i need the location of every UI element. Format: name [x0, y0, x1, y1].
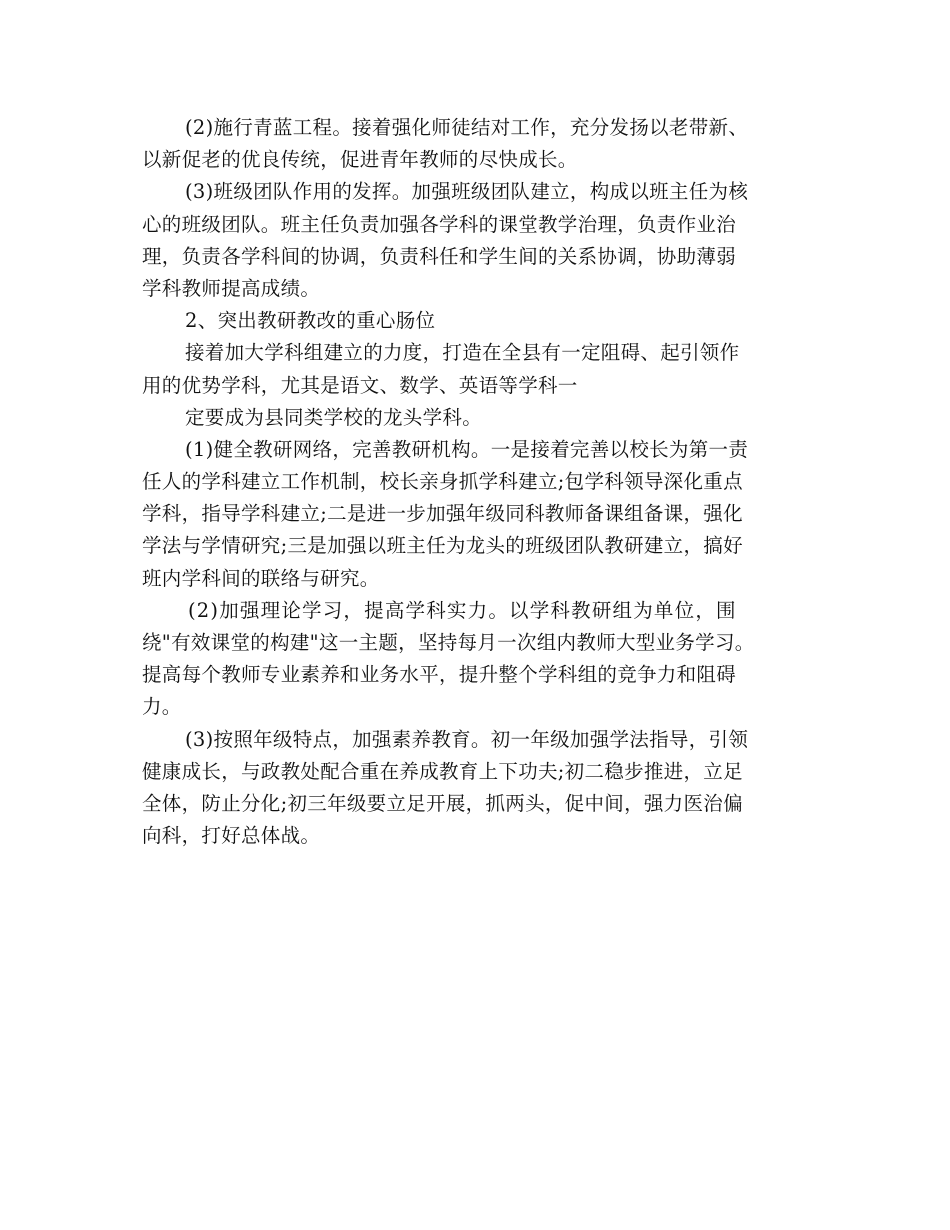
- paragraph-line: 力。: [142, 695, 182, 719]
- paragraph-line: (3)按照年级特点，加强素养教育。初一年级加强学法指导，引领: [185, 727, 749, 751]
- paragraph-line: 向科，打好总体战。: [142, 824, 321, 848]
- paragraph-line: 班内学科间的联络与研究。: [142, 566, 380, 590]
- paragraph-line: (2)加强理论学习，提高学科实力。以学科教研组为单位，围: [188, 598, 737, 622]
- document-body: [142, 112, 832, 852]
- paragraph-line: (3)班级团队作用的发挥。加强班级团队建立，构成以班主任为核: [185, 180, 749, 204]
- paragraph-line: 全体，防止分化;初三年级要立足开展，抓两头，促中间，强力医治偏: [142, 791, 743, 815]
- paragraph-line: 接着加大学科组建立的力度，打造在全县有一定阻碍、起引领作: [185, 341, 740, 365]
- paragraph-line: 提高每个教师专业素养和业务水平，提升整个学科组的竞争力和阻碍: [142, 663, 737, 687]
- paragraph-line: 定要成为县同类学校的龙头学科。: [185, 405, 483, 429]
- paragraph-line: 以新促老的优良传统，促进青年教师的尽快成长。: [142, 148, 578, 172]
- paragraph-line: 健康成长，与政教处配合重在养成教育上下功夫;初二稳步推进，立足: [142, 759, 743, 783]
- paragraph-line: (1)健全教研网络，完善教研机构。一是接着完善以校长为第一责: [185, 437, 749, 461]
- paragraph-line: 学科，指导学科建立;二是进一步加强年级同科教师备课组备课，强化: [142, 502, 743, 526]
- paragraph-line: 任人的学科建立工作机制，校长亲身抓学科建立;包学科领导深化重点: [142, 470, 743, 494]
- paragraph-line: 心的班级团队。班主任负责加强各学科的课堂教学治理，负责作业治: [142, 212, 737, 236]
- paragraph-line: 学法与学情研究;三是加强以班主任为龙头的班级团队教研建立，搞好: [142, 534, 743, 558]
- paragraph-line: 绕"有效课堂的构建"这一主题，坚持每月一次组内教师大型业务学习。: [142, 631, 755, 654]
- paragraph-line: 理，负责各学科间的协调，负责科任和学生间的关系协调，协助薄弱: [142, 244, 737, 268]
- paragraph-line: 学科教师提高成绩。: [142, 276, 321, 300]
- section-heading: 2、突出教研教改的重心肠位: [185, 309, 436, 333]
- paragraph-line: 用的优势学科，尤其是语文、数学、英语等学科一: [142, 373, 578, 397]
- paragraph-line: (2)施行青蓝工程。接着强化师徒结对工作，充分发扬以老带新、: [185, 116, 749, 139]
